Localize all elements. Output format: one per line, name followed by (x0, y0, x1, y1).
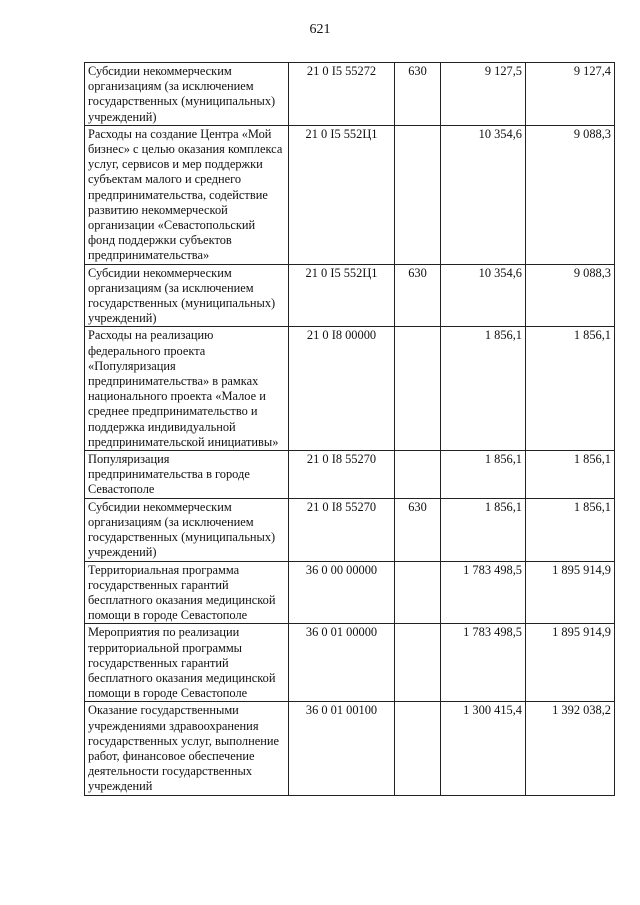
row-code: 21 0 I5 552Ц1 (289, 125, 395, 264)
row-code: 36 0 00 00000 (289, 561, 395, 624)
row-sum-year1: 1 856,1 (441, 498, 526, 561)
row-sum-year2: 1 856,1 (526, 451, 615, 499)
row-sum-year2: 1 856,1 (526, 498, 615, 561)
row-sum-year1: 1 783 498,5 (441, 624, 526, 702)
row-sum-year2: 1 895 914,9 (526, 561, 615, 624)
row-expense-type (395, 327, 441, 451)
row-sum-year1: 1 856,1 (441, 327, 526, 451)
page-number: 621 (309, 22, 331, 37)
row-expense-type (395, 561, 441, 624)
table-row (85, 327, 615, 451)
row-sum-year2: 1 392 038,2 (526, 702, 615, 795)
row-code: 21 0 I5 552Ц1 (289, 264, 395, 327)
row-name: Субсидии некоммерческим организациям (за исключением государственных (муниципальных) учреждений) (85, 63, 289, 126)
row-expense-type: 630 (395, 498, 441, 561)
row-expense-type (395, 125, 441, 264)
row-name: Оказание государственными учреждениями здравоохранения государственных услуг, выполнение работ, финансовое обеспечение деятельности государственных учреждений (85, 702, 289, 795)
table-row (85, 125, 615, 264)
row-name: Субсидии некоммерческим организациям (за исключением государственных (муниципальных) учреждений) (85, 498, 289, 561)
table-row (85, 63, 615, 126)
row-sum-year1: 10 354,6 (441, 125, 526, 264)
table-row (85, 624, 615, 702)
table-row (85, 498, 615, 561)
row-expense-type (395, 624, 441, 702)
row-sum-year1: 1 856,1 (441, 451, 526, 499)
table-row (85, 451, 615, 499)
row-name: Мероприятия по реализации территориальной программы государственных гарантий бесплатного оказания медицинской помощи в городе Севастополе (85, 624, 289, 702)
row-sum-year1: 10 354,6 (441, 264, 526, 327)
row-sum-year1: 9 127,5 (441, 63, 526, 126)
row-code: 36 0 01 00000 (289, 624, 395, 702)
row-sum-year2: 1 895 914,9 (526, 624, 615, 702)
table-row (85, 702, 615, 795)
row-expense-type: 630 (395, 264, 441, 327)
row-expense-type (395, 702, 441, 795)
row-name: Территориальная программа государственных гарантий бесплатного оказания медицинской помощи в городе Севастополе (85, 561, 289, 624)
row-code: 21 0 I8 55270 (289, 498, 395, 561)
row-code: 21 0 I8 00000 (289, 327, 395, 451)
row-code: 21 0 I8 55270 (289, 451, 395, 499)
row-sum-year2: 9 127,4 (526, 63, 615, 126)
row-name: Расходы на реализацию федерального проекта «Популяризация предпринимательства» в рамках национального проекта «Малое и среднее предпринимательство и поддержка индивидуальной предпринимательской инициативы» (85, 327, 289, 451)
table-row (85, 561, 615, 624)
row-name: Расходы на создание Центра «Мой бизнес» с целью оказания комплекса услуг, сервисов и мер поддержки субъектам малого и среднего предпринимательства, содействие развитию некоммерческой организации «Севастопольский фонд поддержки субъектов предпринимательства» (85, 125, 289, 264)
row-expense-type: 630 (395, 63, 441, 126)
row-sum-year2: 9 088,3 (526, 264, 615, 327)
budget-table-body (85, 63, 615, 796)
row-expense-type (395, 451, 441, 499)
row-sum-year2: 1 856,1 (526, 327, 615, 451)
row-name: Субсидии некоммерческим организациям (за исключением государственных (муниципальных) учреждений) (85, 264, 289, 327)
table-row (85, 264, 615, 327)
row-sum-year1: 1 783 498,5 (441, 561, 526, 624)
row-code: 36 0 01 00100 (289, 702, 395, 795)
row-name: Популяризация предпринимательства в городе Севастополе (85, 451, 289, 499)
row-sum-year1: 1 300 415,4 (441, 702, 526, 795)
budget-table (84, 62, 615, 796)
row-code: 21 0 I5 55272 (289, 63, 395, 126)
row-sum-year2: 9 088,3 (526, 125, 615, 264)
